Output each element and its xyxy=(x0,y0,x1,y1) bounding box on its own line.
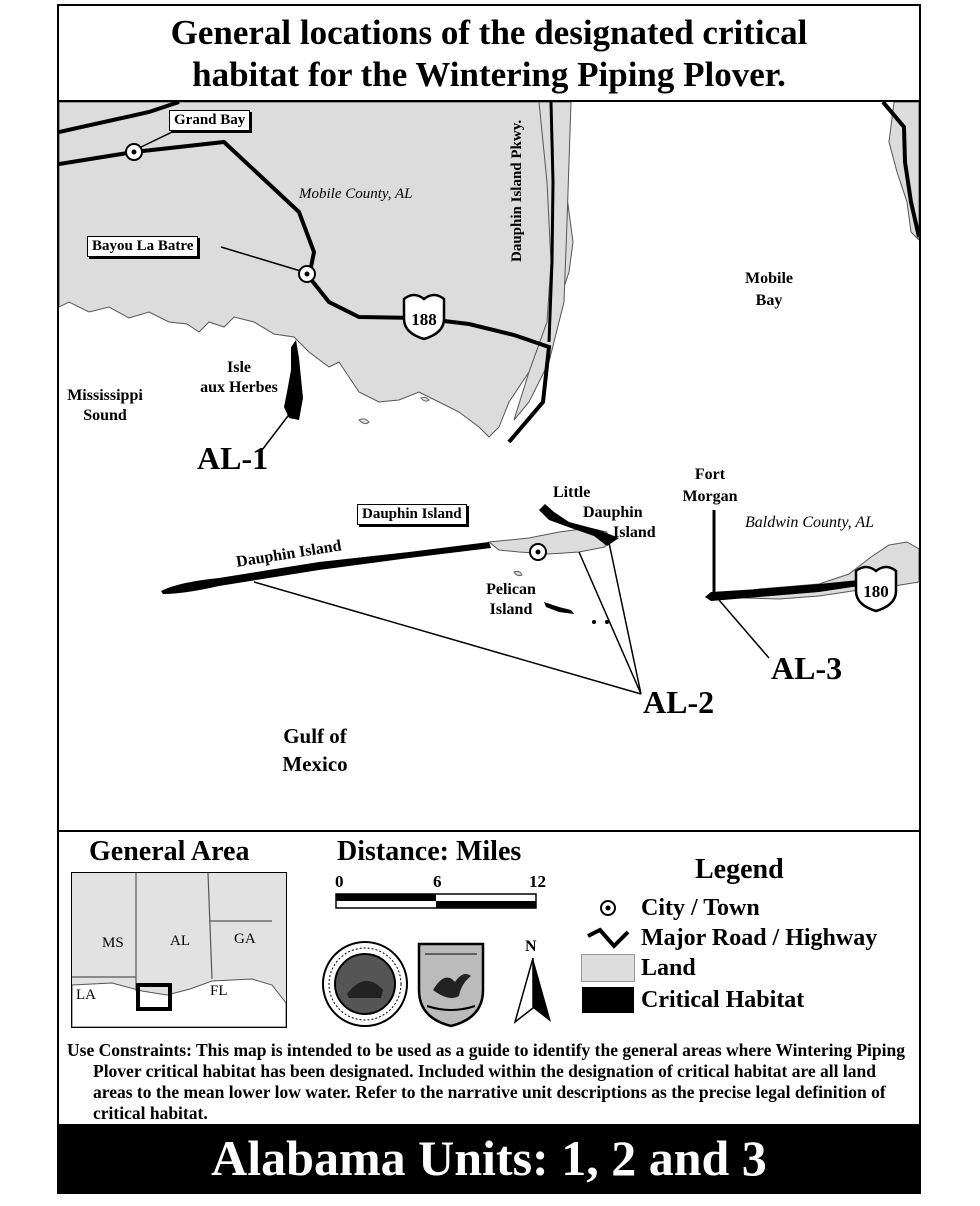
fort-morgan-label xyxy=(665,464,755,508)
legend-panel xyxy=(59,830,919,1126)
scale-tick-0: 0 xyxy=(335,872,344,891)
road-icon xyxy=(584,926,632,950)
land-swatch xyxy=(581,954,635,982)
legend-road-text: Major Road / Highway xyxy=(641,924,878,951)
al1-label: AL-1 xyxy=(197,440,269,476)
inset-ga: GA xyxy=(234,931,256,947)
legend-title: Legend xyxy=(695,854,784,885)
habitat-swatch xyxy=(582,987,634,1013)
legend-land-symbol xyxy=(581,955,635,981)
mobile-bay-label xyxy=(724,268,814,312)
legend-road-symbol xyxy=(581,925,635,951)
pelican-line-1: Pelican xyxy=(486,581,536,598)
inset-ms: MS xyxy=(102,935,124,951)
al2-habitat-dot xyxy=(592,620,596,624)
distance-title: Distance: Miles xyxy=(337,836,522,867)
gulf-line-1: Gulf of xyxy=(283,724,347,748)
fort-morgan-line-2: Morgan xyxy=(682,488,738,505)
baldwin-county-label: Baldwin County, AL xyxy=(745,514,875,531)
city-icon xyxy=(126,144,142,160)
isle-aux-herbes-line-2: aux Herbes xyxy=(200,379,278,396)
mississippi-sound-label xyxy=(53,386,157,426)
map-frame xyxy=(57,4,921,1194)
city-icon xyxy=(530,544,546,560)
islet xyxy=(514,571,522,575)
main-map xyxy=(59,102,919,830)
bayou-la-batre-label: Bayou La Batre xyxy=(87,236,198,257)
grand-bay-label: Grand Bay xyxy=(169,110,250,131)
dauphin-island-box-label: Dauphin Island xyxy=(357,504,467,525)
doi-seal-icon xyxy=(321,940,409,1028)
fws-logo-icon xyxy=(415,940,487,1028)
map-title xyxy=(59,6,919,102)
scale-tick-6: 6 xyxy=(433,872,442,891)
legend-city-symbol xyxy=(581,895,635,921)
pelican-line-2: Island xyxy=(489,601,533,618)
city-icon xyxy=(299,266,315,282)
legend-city-text: City / Town xyxy=(641,894,760,921)
title-line-2: habitat for the Wintering Piping Plover. xyxy=(192,55,786,94)
us188-shield-label: 188 xyxy=(411,310,437,329)
inset-la: LA xyxy=(76,987,96,1003)
al3-label: AL-3 xyxy=(771,650,843,686)
units-banner xyxy=(59,1124,919,1192)
inset-fl: FL xyxy=(210,983,228,999)
general-area-inset xyxy=(71,872,287,1028)
mississippi-sound-line-1: Mississippi xyxy=(67,387,143,404)
isle-aux-herbes-label xyxy=(179,358,299,398)
legend-land-text: Land xyxy=(641,954,696,981)
al3-leader xyxy=(719,600,769,658)
us180-shield-label: 180 xyxy=(863,582,889,601)
title-line-1: General locations of the designated critical xyxy=(170,13,808,52)
little-dauphin-label-2: Dauphin xyxy=(583,504,643,521)
fort-morgan-line-1: Fort xyxy=(694,466,726,483)
mobile-bay-line-1: Mobile xyxy=(745,270,793,287)
use-constraints-text: Use Constraints: This map is intended to be used as a guide to identify the general areas where Wintering Piping Plover critical habitat has been designated. Included within the designation of critical habitat are all land areas to the mean lower low water. Refer to the narrative unit descriptions as the precise legal definition of critical habitat. xyxy=(67,1040,905,1123)
legend-item-city xyxy=(581,894,760,922)
general-area-title: General Area xyxy=(89,836,250,867)
units-banner-text: Alabama Units: 1, 2 and 3 xyxy=(211,1130,767,1186)
gulf-of-mexico-label xyxy=(255,722,375,778)
scale-tick-12: 12 xyxy=(529,872,546,891)
city-icon xyxy=(598,898,618,918)
legend-item-road xyxy=(581,924,877,952)
little-dauphin-label-1: Little xyxy=(553,484,591,501)
mobile-bay-line-2: Bay xyxy=(755,292,783,309)
islet xyxy=(421,397,429,401)
use-constraints xyxy=(67,1040,907,1124)
dauphin-island-pkwy-label: Dauphin Island Pkwy. xyxy=(509,119,525,262)
north-arrow-icon xyxy=(513,956,553,1026)
scale-bar xyxy=(335,892,545,912)
legend-habitat-symbol xyxy=(581,987,635,1013)
al2-leader xyxy=(254,538,641,694)
mississippi-sound-line-2: Sound xyxy=(83,407,127,424)
al2-label: AL-2 xyxy=(643,684,715,720)
gulf-line-2: Mexico xyxy=(282,752,348,776)
pelican-island-label xyxy=(471,580,551,620)
legend-item-habitat xyxy=(581,986,804,1014)
islet xyxy=(359,419,369,424)
map-canvas xyxy=(59,102,919,830)
legend-item-land xyxy=(581,954,696,982)
mobile-county-label: Mobile County, AL xyxy=(299,186,413,202)
north-label: N xyxy=(525,938,537,955)
isle-aux-herbes-line-1: Isle xyxy=(227,359,251,376)
little-dauphin-label-3: Island xyxy=(613,524,656,541)
inset-al: AL xyxy=(170,933,190,949)
legend-habitat-text: Critical Habitat xyxy=(641,986,805,1013)
dauphin-island-curve-label: Dauphin Island xyxy=(235,537,343,571)
